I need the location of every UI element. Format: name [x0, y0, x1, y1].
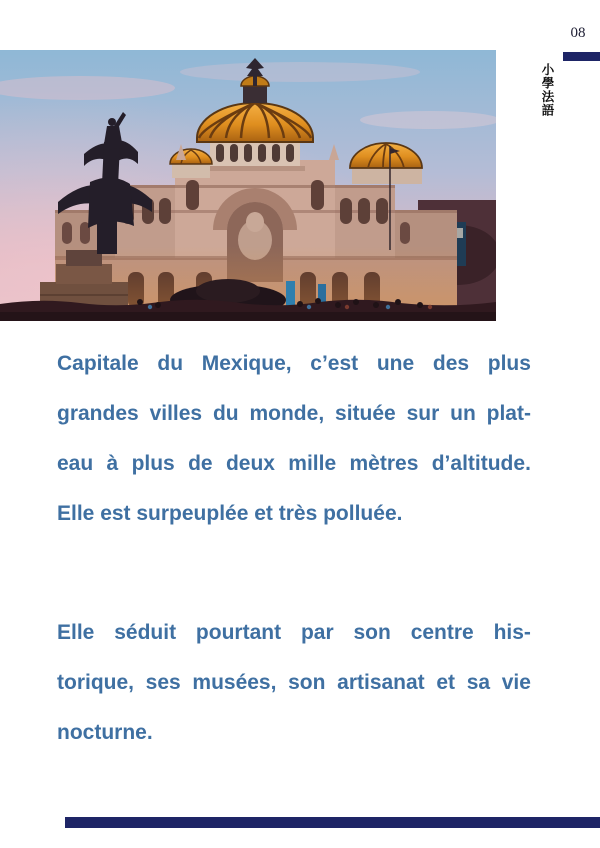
text-line: Elle séduit pourtant par son centre his- [57, 621, 531, 644]
bellas-artes-photo [0, 50, 496, 321]
footer-accent-bar [65, 817, 600, 828]
text-line: nocturne. [57, 721, 153, 744]
book-title-vertical: 小學法語 [540, 63, 554, 117]
bellas-artes-illustration [0, 50, 496, 321]
header-accent-bar [563, 52, 600, 61]
text-line: Elle est surpeuplée et très polluée. [57, 502, 403, 525]
paragraph-1 [57, 339, 531, 539]
paragraph-2 [57, 608, 531, 758]
page-number: 08 [570, 25, 586, 41]
text-line: torique, ses musées, son artisanat et sa vie [57, 671, 531, 694]
text-line: grandes villes du monde, située sur un plat- [57, 402, 531, 425]
text-line: Capitale du Mexique, c’est une des plus [57, 352, 531, 375]
body-text [57, 339, 531, 758]
text-line: eau à plus de deux mille mètres d’altitude. [57, 452, 531, 475]
